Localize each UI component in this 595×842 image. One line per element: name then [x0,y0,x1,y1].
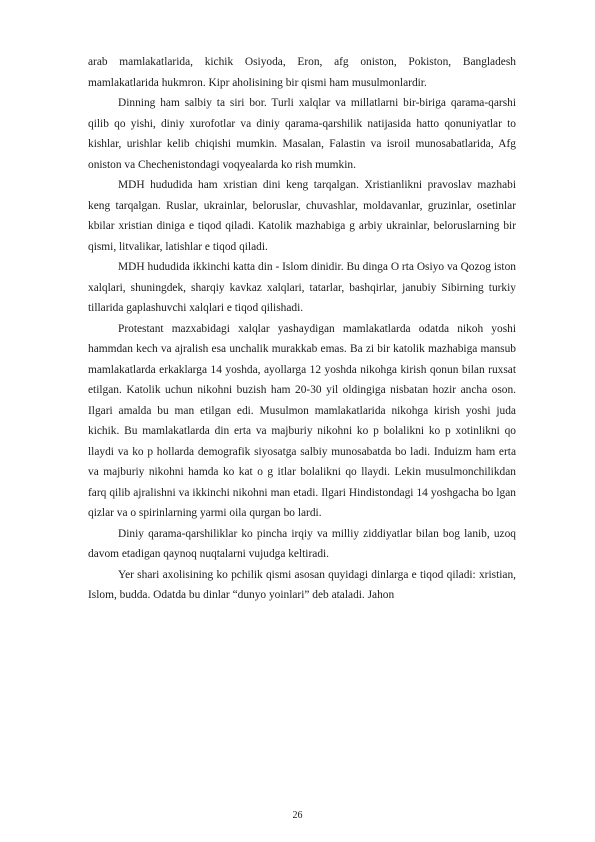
page-number: 26 [292,810,303,821]
text-body [88,52,516,606]
paragraph: Dinning ham salbiy ta siri bor. Turli xalqlar va millatlarni bir-biriga qarama-qarshi qilib qo yishi, diniy xurofotlar va diniy qarama-qarshilik natijasida hatto qonuniyatlar to kishlar, urishlar kelib chiqishi mumkin. Masalan, Falastin va isroil munosabatlarida, Afg oniston va Chechenistondagi voqyealarda ko rish mumkin. [88,97,516,171]
paragraph: Yer shari axolisining ko pchilik qismi asosan quyidagi dinlarga e tiqod qiladi: xristian, Islom, budda. Odatda bu dinlar “dunyo yoinlari” deb ataladi. Jahon [88,568,516,601]
paragraph: MDH hududida ikkinchi katta din - Islom dinidir. Bu dinga O rta Osiyo va Qozog iston xalqlari, shuningdek, sharqiy kavkaz xalqlari, tatarlar, bashqirlar, janubiy Sibirning turkiy tillarida gaplashuvchi xalqlari e tiqod qilishadi. [88,261,516,314]
paragraph: Diniy qarama-qarshiliklar ko pincha irqiy va milliy ziddiyatlar bilan bog lanib, uzoq davom etadigan qaynoq nuqtalarni vujudga keltiradi. [88,527,516,560]
paragraph: MDH hududida ham xristian dini keng tarqalgan. Xristianlikni pravoslav mazhabi keng tarqalgan. Ruslar, ukrainlar, beloruslar, chuvashlar, moldavanlar, gruzinlar, osetinlar kbilar xristian diniga e tiqod qiladi. Katolik mazhabiga g arbiy ukrainlar, beloruslarning bir qismi, litvalikar, latishlar e tiqod qiladi. [88,179,516,253]
paragraph: arab mamlakatlarida, kichik Osiyoda, Eron, afg oniston, Pokiston, Bangladesh mamlakatlarida hukmron. Kipr aholisining bir qismi ham musulmonlardir. [88,56,516,89]
paragraph: Protestant mazxabidagi xalqlar yashaydigan mamlakatlarda odatda nikoh yoshi hammdan kech va ajralish esa unchalik murakkab emas. Ba zi bir katolik mazhabiga mansub mamlakatlarda erkaklarga 14 yoshda, ayollarga 12 yoshda nikohga kirish qonun bilan ruxsat etilgan. Katolik uchun nikohni buzish ham 20-30 yil oldingiga nisbatan hozir ancha oson. Ilgari amalda bu man etilgan edi. Musulmon mamlakatlarida nikohga kirish yoshi juda kichik. Bu mamlakatlarda din erta va majburiy nikohni ko p bolalikni ko p xotinlikni qo llaydi va ko p hollarda demografik siyosatga salbiy munosabatda bo ladi. Induizm ham erta va majburiy nikohni hamda ko kat o g itlar bolalikni qo llaydi. Lekin musulmonchilikdan farq qilib ajralishni va ikkinchi nikohni man etadi. Ilgari Hindistondagi 14 yoshgacha bo lgan qizlar va o spirinlarning yarmi oila qurgan bo lardi. [88,322,516,519]
